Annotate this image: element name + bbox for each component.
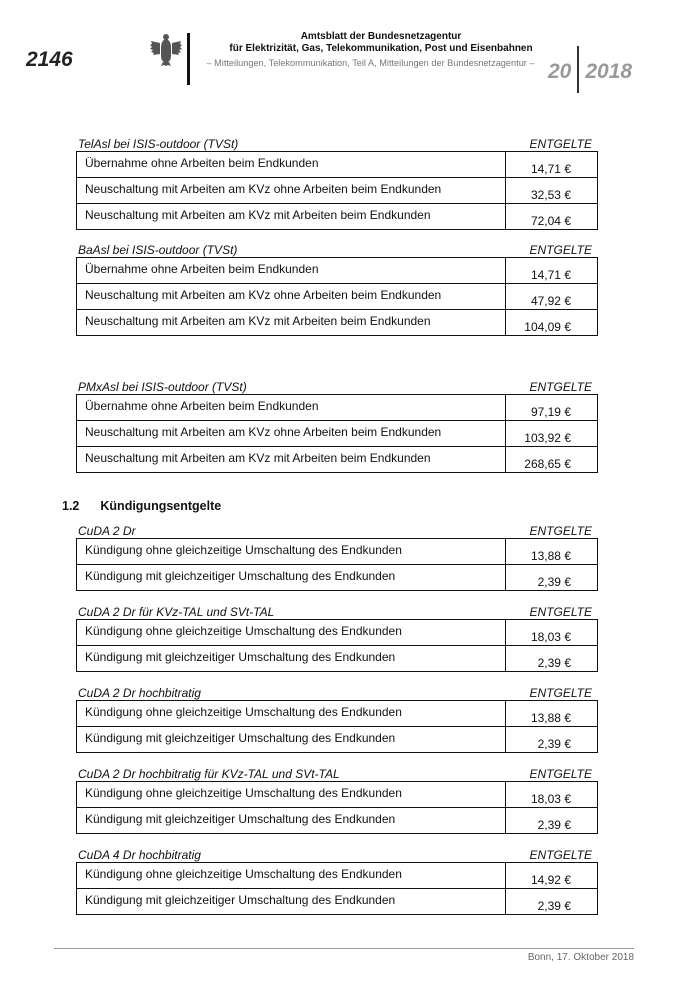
- table-row: [77, 203, 597, 229]
- row-description: Kündigung mit gleichzeitiger Umschaltung des Endkunden: [85, 893, 396, 907]
- price-cell: [505, 421, 597, 446]
- price-cell: [505, 701, 597, 726]
- table-row: [77, 701, 597, 726]
- row-description: Übernahme ohne Arbeiten beim Endkunden: [85, 156, 319, 170]
- column-header: ENTGELTE: [529, 137, 592, 151]
- row-price: 103,92 €: [524, 431, 571, 445]
- header-divider: [187, 33, 190, 85]
- row-price: 2,39 €: [537, 737, 571, 751]
- row-price: 97,19 €: [530, 405, 571, 419]
- table-row: [77, 283, 597, 309]
- issue-number: 20: [548, 60, 572, 83]
- fee-table: [76, 151, 598, 230]
- table-title: CuDA 4 Dr hochbitratig: [78, 848, 201, 862]
- section-heading: [62, 499, 221, 513]
- row-price: 18,03 €: [530, 792, 571, 806]
- table-title: PMxAsl bei ISIS-outdoor (TVSt): [78, 380, 247, 394]
- table-row: [77, 620, 597, 645]
- row-description: Kündigung ohne gleichzeitige Umschaltung des Endkunden: [85, 705, 402, 719]
- row-description: Neuschaltung mit Arbeiten am KVz ohne Arbeiten beim Endkunden: [85, 425, 442, 439]
- column-header: ENTGELTE: [529, 524, 592, 538]
- fee-table: [76, 257, 598, 336]
- table-row: [77, 177, 597, 203]
- price-cell: [505, 395, 597, 420]
- column-header: ENTGELTE: [529, 686, 592, 700]
- row-description: Neuschaltung mit Arbeiten am KVz mit Arbeiten beim Endkunden: [85, 451, 431, 465]
- row-description: Kündigung mit gleichzeitiger Umschaltung des Endkunden: [85, 569, 396, 583]
- row-price: 13,88 €: [530, 549, 571, 563]
- price-cell: [505, 447, 597, 472]
- row-description: Kündigung ohne gleichzeitige Umschaltung des Endkunden: [85, 624, 402, 638]
- table-row: [77, 446, 597, 472]
- price-cell: [505, 863, 597, 888]
- fee-table: [76, 538, 598, 591]
- row-price: 18,03 €: [530, 630, 571, 644]
- row-description: Kündigung ohne gleichzeitige Umschaltung des Endkunden: [85, 786, 402, 800]
- table-caption: [78, 380, 600, 394]
- price-cell: [505, 565, 597, 590]
- fee-table: [76, 394, 598, 473]
- price-cell: [505, 310, 597, 335]
- price-cell: [505, 727, 597, 752]
- price-cell: [505, 539, 597, 564]
- row-price: 72,04 €: [530, 214, 571, 228]
- table-row: [77, 782, 597, 807]
- table-row: [77, 258, 597, 283]
- row-description: Kündigung mit gleichzeitiger Umschaltung des Endkunden: [85, 650, 396, 664]
- column-header: ENTGELTE: [529, 605, 592, 619]
- price-cell: [505, 284, 597, 309]
- column-header: ENTGELTE: [529, 848, 592, 862]
- table-row: [77, 395, 597, 420]
- row-price: 32,53 €: [530, 188, 571, 202]
- row-price: 14,92 €: [530, 873, 571, 887]
- row-price: 104,09 €: [524, 320, 571, 334]
- price-cell: [505, 889, 597, 914]
- issue-separator: [577, 46, 579, 93]
- table-caption: [78, 524, 600, 538]
- row-description: Kündigung mit gleichzeitiger Umschaltung des Endkunden: [85, 731, 396, 745]
- price-cell: [505, 204, 597, 229]
- journal-title: [196, 31, 566, 55]
- row-description: Kündigung ohne gleichzeitige Umschaltung des Endkunden: [85, 543, 402, 557]
- table-caption: [78, 243, 600, 257]
- table-title: CuDA 2 Dr hochbitratig: [78, 686, 201, 700]
- table-title: CuDA 2 Dr für KVz-TAL und SVt-TAL: [78, 605, 275, 619]
- section-number: 1.2: [62, 499, 80, 513]
- table-row: [77, 863, 597, 888]
- table-caption: [78, 686, 600, 700]
- table-caption: [78, 767, 600, 781]
- table-row: [77, 888, 597, 914]
- issue-label: [548, 46, 632, 93]
- row-price: 2,39 €: [537, 575, 571, 589]
- table-row: [77, 309, 597, 335]
- column-header: ENTGELTE: [529, 767, 592, 781]
- price-cell: [505, 178, 597, 203]
- footer-date: Bonn, 17. Oktober 2018: [527, 952, 634, 963]
- fee-table: [76, 619, 598, 672]
- row-description: Neuschaltung mit Arbeiten am KVz ohne Arbeiten beim Endkunden: [85, 182, 442, 196]
- price-cell: [505, 782, 597, 807]
- row-price: 2,39 €: [537, 656, 571, 670]
- row-price: 2,39 €: [537, 818, 571, 832]
- table-row: [77, 539, 597, 564]
- row-description: Neuschaltung mit Arbeiten am KVz mit Arbeiten beim Endkunden: [85, 208, 431, 222]
- column-header: ENTGELTE: [529, 380, 592, 394]
- row-description: Übernahme ohne Arbeiten beim Endkunden: [85, 399, 319, 413]
- fee-table: [76, 862, 598, 915]
- table-caption: [78, 605, 600, 619]
- table-title: BaAsl bei ISIS-outdoor (TVSt): [78, 243, 238, 257]
- row-price: 2,39 €: [537, 899, 571, 913]
- table-row: [77, 564, 597, 590]
- row-description: Neuschaltung mit Arbeiten am KVz mit Arbeiten beim Endkunden: [85, 314, 431, 328]
- table-row: [77, 807, 597, 833]
- table-caption: [78, 848, 600, 862]
- table-row: [77, 645, 597, 671]
- footer-divider: [54, 948, 634, 949]
- price-cell: [505, 808, 597, 833]
- fee-table: [76, 700, 598, 753]
- table-row: [77, 726, 597, 752]
- table-row: [77, 420, 597, 446]
- journal-title-line1: Amtsblatt der Bundesnetzagentur: [300, 31, 462, 42]
- table-title: CuDA 2 Dr: [78, 524, 136, 538]
- row-description: Kündigung ohne gleichzeitige Umschaltung des Endkunden: [85, 867, 402, 881]
- fee-table: [76, 781, 598, 834]
- row-description: Neuschaltung mit Arbeiten am KVz ohne Arbeiten beim Endkunden: [85, 288, 442, 302]
- page-number: 2146: [26, 48, 73, 71]
- price-cell: [505, 258, 597, 283]
- table-caption: [78, 137, 600, 151]
- row-price: 14,71 €: [530, 162, 571, 176]
- section-title: Kündigungsentgelte: [100, 499, 222, 513]
- price-cell: [505, 152, 597, 177]
- row-price: 47,92 €: [530, 294, 571, 308]
- table-row: [77, 152, 597, 177]
- price-cell: [505, 620, 597, 645]
- row-description: Übernahme ohne Arbeiten beim Endkunden: [85, 262, 319, 276]
- price-cell: [505, 646, 597, 671]
- journal-subtitle: – Mitteilungen, Telekommunikation, Teil A, Mitteilungen der Bundesnetzagentur –: [206, 58, 535, 68]
- issue-year: 2018: [585, 60, 633, 83]
- federal-eagle-icon: [150, 32, 182, 66]
- journal-title-line2: für Elektrizität, Gas, Telekommunikation, Post und Eisenbahnen: [229, 43, 533, 54]
- column-header: ENTGELTE: [529, 243, 592, 257]
- table-title: TelAsl bei ISIS-outdoor (TVSt): [78, 137, 239, 151]
- row-price: 13,88 €: [530, 711, 571, 725]
- row-price: 268,65 €: [524, 457, 571, 471]
- row-description: Kündigung mit gleichzeitiger Umschaltung des Endkunden: [85, 812, 396, 826]
- row-price: 14,71 €: [530, 268, 571, 282]
- table-title: CuDA 2 Dr hochbitratig für KVz-TAL und SVt-TAL: [78, 767, 340, 781]
